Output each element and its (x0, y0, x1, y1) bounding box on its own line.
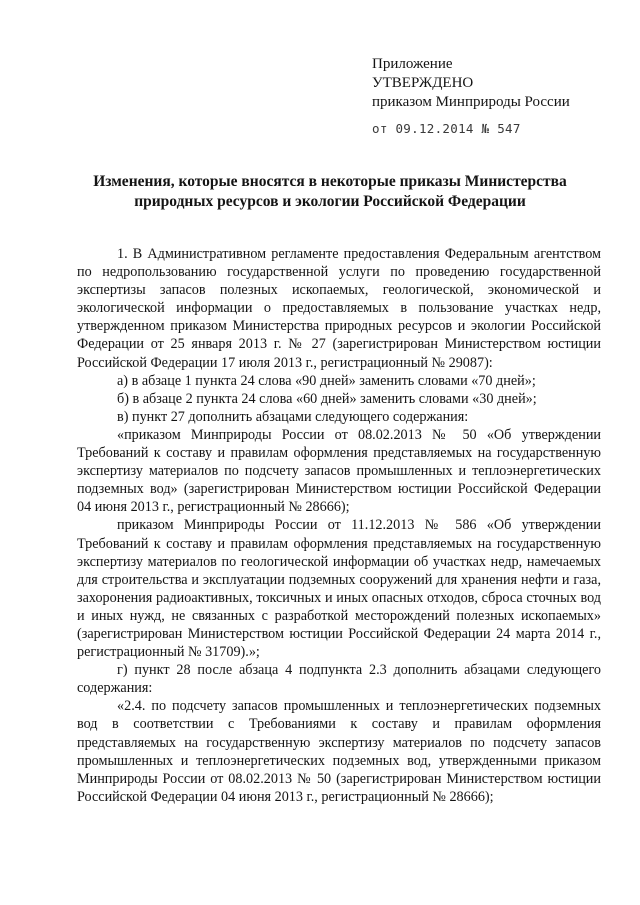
paragraph-6: приказом Минприроды России от 11.12.2013 № 586 «Об утверждении Требований к составу и правилам оформления представляемых на государственную экспертизу материалов по геологической информации об участках недр, намечаемых для строительства и эксплуатации подземных сооружений для хранения нефти и газа, захоронения радиоактивных, токсичных и иных опасных отходов, сброса сточных вод и иных нужд, не связанных с разработкой месторождений полезных ископаемых» (зарегистрирован Министерством юстиции Российской Федерации 24 марта 2014 г., регистрационный № 31709).»; (77, 517, 601, 661)
title-line-2: природных ресурсов и экологии Российской Федерации (134, 193, 526, 210)
approved-label: УТВЕРЖДЕНО (372, 75, 474, 91)
title-line-1: Изменения, которые вносятся в некоторые приказы Министерства (93, 173, 567, 190)
paragraph-4: в) пункт 27 дополнить абзацами следующего содержания: (117, 408, 469, 425)
paragraph-1: 1. В Административном регламенте предоставления Федеральным агентством по недропользованию государственной услуги по проведению государственной экспертизы запасов полезных ископаемых, геологической, экономической и экологической информации о предоставляемых в пользование участках недр, утвержденном приказом Министерства природных ресурсов и экологии Российской Федерации от 25 января 2013 г. № 27 (зарегистрирован Министерством юстиции Российской Федерации 17 июля 2013 г., регистрационный № 29087): (77, 246, 601, 371)
approved-by-order: приказом Минприроды России (372, 94, 570, 110)
paragraph-5: «приказом Минприроды России от 08.02.2013 № 50 «Об утверждении Требований к составу и правилам оформления представляемых на государственную экспертизу материалов по подсчету запасов промышленных и теплоэнергетических подземных вод» (зарегистрирован Министерством юстиции Российской Федерации 04 июня 2013 г., регистрационный № 28666); (77, 426, 601, 516)
order-date-number: от 09.12.2014 № 547 (372, 121, 521, 136)
appendix-label: Приложение (372, 56, 453, 72)
document-body (77, 245, 601, 806)
paragraph-7: г) пункт 28 после абзаца 4 подпункта 2.3 дополнить абзацами следующего содержания: (77, 662, 601, 697)
approval-stamp (372, 55, 570, 138)
paragraph-3: б) в абзаце 2 пункта 24 слова «60 дней» заменить словами «30 дней»; (117, 390, 537, 407)
document-title (60, 172, 600, 212)
paragraph-8: «2.4. по подсчету запасов промышленных и теплоэнергетических подземных вод в соответствии с Требованиями к составу и правилам оформления представляемых на государственную экспертизу материалов по подсчету запасов промышленных и теплоэнергетических подземных вод, утвержденными приказом Минприроды России от 08.02.2013 № 50 (зарегистрирован Министерством юстиции Российской Федерации 04 июня 2013 г., регистрационный № 28666); (77, 698, 601, 805)
paragraph-2: а) в абзаце 1 пункта 24 слова «90 дней» заменить словами «70 дней»; (117, 372, 536, 389)
